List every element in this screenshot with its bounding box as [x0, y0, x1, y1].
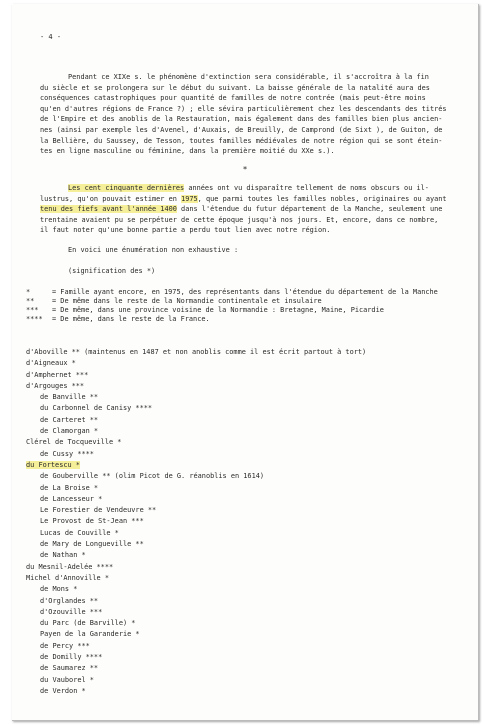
family-name-item: du Parc (de Barville) * [40, 619, 136, 628]
legend-row: * = Famille ayant encore, en 1975, des représentants dans l'étendue du département de la Manche [26, 288, 438, 296]
enumeration-intro: En voici une énumération non exhaustive : [68, 246, 239, 254]
family-name-item: de Clamorgan * [40, 427, 99, 436]
family-name-item: d'Argouges *** [26, 381, 85, 390]
family-name-item: du Carbonnel de Canisy **** [40, 404, 153, 413]
family-name-item: de Gouberville ** (olim Picot de G. réanoblis en 1614) [40, 472, 265, 481]
text-line: qu'en d'autres régions de France ?) ; elle sévira particulièrement chez les descendants des titrés [40, 104, 447, 113]
signification-heading: (signification des *) [68, 267, 156, 275]
text-line: Les cent cinquante dernières années ont vu disparaître tellement de noms obscurs ou il- [68, 184, 429, 192]
highlighted-text: Les cent cinquante dernières [68, 184, 185, 192]
family-name-item: Michel d'Annoville * [26, 573, 109, 582]
family-name-item: de Percy *** [40, 641, 90, 650]
family-name-item: d'Aboville ** (maintenus en 1487 et non anoblis comme il est écrit partout à tort) [26, 348, 367, 356]
highlighted-text: du Fortescu * [26, 460, 80, 469]
legend-row: **** = De même, dans le reste de la France. [26, 315, 210, 323]
highlighted-text: tenu des fiefs avant l'année 1400 [40, 205, 177, 214]
family-name-item: de Banville ** [40, 393, 99, 402]
family-name-item: d'Amphernet *** [26, 370, 89, 379]
family-name-item: de Mary de Longueville ** [40, 540, 144, 549]
family-name-item: de Domilly **** [40, 653, 103, 662]
family-name-item: de Lancesseur * [40, 494, 103, 503]
text-line: la Bellière, du Saussey, de Tesson, toutes familles médiévales de notre région qui se sont étein- [40, 136, 443, 145]
text-line: lustrus, qu'on pouvait estimer en 1975, que parmi toutes les familles nobles, originaires ou ayant [40, 194, 447, 203]
family-name-item: d'Aigneaux * [26, 359, 76, 368]
text-line: du siècle et se prolongera sur le début du suivant. La baisse générale de la natalité aura des [40, 83, 430, 92]
family-name-item: d'Orglandes ** [40, 596, 99, 605]
family-name-item: de Saumarez ** [40, 664, 99, 673]
text-line: conséquences catastrophiques pour quantité de familles de notre contrée (mais peut-être moins [40, 94, 426, 103]
family-name-item: de La Broise * [40, 483, 99, 492]
legend-row: *** = De même, dans une province voisine de la Normandie : Bretagne, Maine, Picardie [26, 306, 384, 314]
text-line: Pendant ce XIXe s. le phénomène d'extinction sera considérable, il s'accroîtra à la fin [68, 73, 429, 81]
family-name-item: Clérel de Tocqueville * [26, 438, 122, 447]
document-page [12, 4, 479, 721]
legend [26, 288, 456, 324]
text-line: il faut noter qu'une bonne partie a perdu tout lien avec notre région. [40, 226, 331, 235]
family-name-item: Payen de la Garanderie * [40, 630, 140, 639]
text-line: nes (ainsi par exemple les d'Avenel, d'Auxais, de Breuilly, de Camprond (de Sixt ), de Guiton, de [40, 125, 443, 134]
text-line: tenu des fiefs avant l'année 1400 dans l'étendue du futur département de la Manche, seulement une [40, 205, 443, 214]
family-name-item: Lucas de Couville * [40, 528, 119, 537]
family-name-list [26, 347, 466, 697]
family-name-item: de Carteret ** [40, 415, 99, 424]
family-name-item: d'Ozouville *** [40, 607, 103, 616]
paragraph-extinction [40, 72, 470, 157]
text-line: trentaine avaient pu se perpétuer de cette époque jusqu'à nos jours. Et, encore, dans ce nombre, [40, 215, 439, 224]
legend-row: ** = De même dans le reste de la Normandie continentale et insulaire [26, 297, 322, 305]
text-line: de l'Empire et des anoblis de la Restauration, mais également dans des familles bien plus ancien- [40, 115, 443, 124]
family-name-item: Le Provost de St-Jean *** [40, 517, 144, 526]
highlighted-text: 1975 [181, 194, 198, 203]
family-name-item: de Mons * [40, 585, 78, 594]
family-name-item: du Mesnil-Adelée **** [26, 562, 114, 571]
family-name-item: Le Forestier de Vendeuvre ** [40, 506, 157, 515]
family-name-item: de Cussy **** [40, 449, 94, 458]
family-name-item: de Nathan * [40, 551, 86, 560]
text-line: tes en ligne masculine ou féminine, dans la première moitié du XXe s.). [40, 147, 335, 156]
family-name-item: de Verdon * [40, 686, 86, 695]
paragraph-families [40, 183, 470, 236]
page-number: - 4 - [40, 33, 62, 41]
separator-star: * [242, 165, 248, 174]
family-name-item: du Vauborel * [40, 675, 94, 684]
family-name-item [26, 460, 466, 471]
